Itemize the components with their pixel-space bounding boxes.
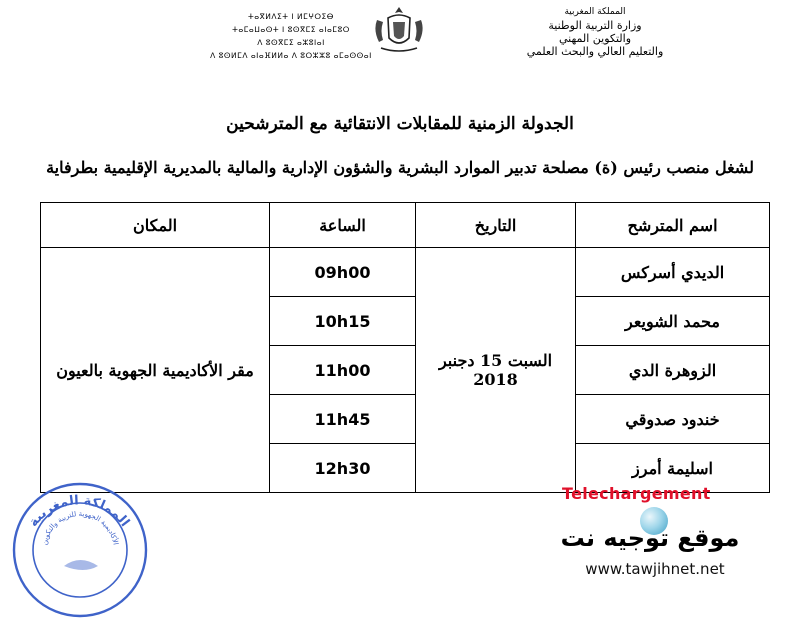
interview-time: 11h45 — [270, 395, 416, 444]
column-header-time: الساعة — [270, 203, 416, 248]
arabic-header-line: والتكوين المهني — [558, 32, 632, 45]
interview-time: 10h15 — [270, 297, 416, 346]
interview-time: 09h00 — [270, 248, 416, 297]
coat-of-arms-icon — [371, 4, 427, 56]
arabic-header-line: المملكة المغربية — [564, 7, 626, 17]
tifinagh-line: ⴷ ⵓⵙⵍⵎⴷ ⴰⵏⴰⴼⵍⵍⴰ ⴷ ⵓⵔⵣⵣⵓ ⴰⵎⴰⵙⵙⴰⵏ — [210, 51, 372, 60]
interview-place: مقر الأكاديمية الجهوية بالعيون — [41, 248, 270, 493]
candidate-name: محمد الشويعر — [576, 297, 770, 346]
watermark-site-name: موقع توجيه نت — [560, 524, 740, 552]
document-subtitle: لشغل منصب رئيس (ة) مصلحة تدبير الموارد البشرية والشؤون الإدارية والمالية بالمديرية الإقليمية بطرفاية — [46, 158, 754, 177]
watermark-download-label: Telechargement — [562, 484, 711, 503]
watermark-url[interactable]: www.tawjihnet.net — [585, 560, 725, 578]
column-header-place: المكان — [41, 203, 270, 248]
header-tifinagh — [196, 10, 386, 62]
candidate-name: اسليمة أمرز — [576, 444, 770, 493]
header-arabic — [470, 6, 720, 58]
arabic-header-line: وزارة التربية الوطنية — [548, 19, 642, 32]
candidate-name: الزوهرة الدي — [576, 346, 770, 395]
stamp-outer-text: المملكة المغربية — [26, 493, 133, 530]
tifinagh-line: ⵜⴰⵎⴰⵡⴰⵙⵜ ⵏ ⵓⵙⴳⵎⵉ ⴰⵏⴰⵎⵓⵔ — [232, 25, 350, 34]
table-row — [41, 248, 770, 297]
column-header-date: التاريخ — [416, 203, 576, 248]
candidate-name: الديدي أسركس — [576, 248, 770, 297]
interview-time: 11h00 — [270, 346, 416, 395]
tifinagh-line: ⵜⴰⴳⵍⴷⵉⵜ ⵏ ⵍⵎⵖⵔⵉⴱ — [248, 12, 334, 21]
interview-time: 12h30 — [270, 444, 416, 493]
tifinagh-line: ⴷ ⵓⵙⴳⵎⵉ ⴰⵣⵓⵏⴰⵏ — [257, 38, 325, 47]
arabic-header-line: والتعليم العالي والبحث العلمي — [526, 45, 664, 58]
table-header-row — [41, 203, 770, 248]
candidate-name: خندود صدوقي — [576, 395, 770, 444]
official-stamp-icon — [4, 470, 154, 618]
stamp-inner-text: الأكاديمية الجهوية للتربية والتكوين — [40, 509, 120, 546]
interview-date: السبت 15 دجنبر 2018 — [416, 248, 576, 493]
interview-schedule-table — [40, 202, 770, 493]
column-header-name: اسم المترشح — [576, 203, 770, 248]
document-title: الجدولة الزمنية للمقابلات الانتقائية مع المترشحين — [226, 114, 574, 134]
